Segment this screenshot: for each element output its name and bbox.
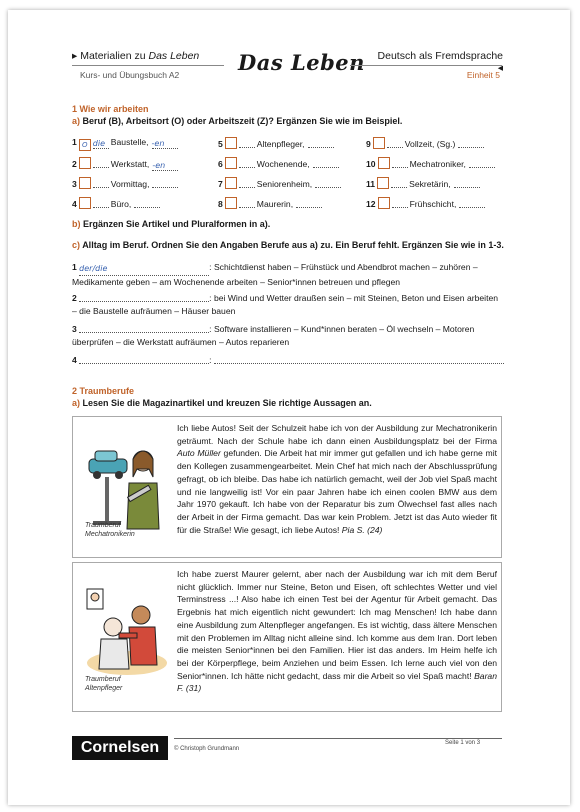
article-blank[interactable] bbox=[239, 207, 255, 208]
plural-blank[interactable] bbox=[296, 207, 322, 208]
item-number: 11 bbox=[366, 179, 376, 189]
footer-rule bbox=[174, 738, 502, 739]
article-2 bbox=[72, 562, 502, 712]
exercise-item bbox=[72, 197, 160, 209]
answer-checkbox[interactable] bbox=[378, 197, 390, 209]
article-blank[interactable] bbox=[93, 207, 109, 208]
task-c-2: 2 : bei Wind und Wetter draußen sein – mit Steinen, Beton und Eisen arbeiten – die Baustelle aufräumen – Häuser bauen bbox=[72, 293, 499, 316]
exercise-item bbox=[72, 137, 178, 151]
item-number: 10 bbox=[366, 159, 376, 169]
section-1-title: 1 Wie wir arbeiten bbox=[72, 104, 149, 114]
plural-blank[interactable] bbox=[459, 207, 485, 208]
item-word: Mechatroniker, bbox=[409, 159, 466, 169]
illustration-credit: © Christoph Grundmann bbox=[174, 746, 240, 752]
item-number: 12 bbox=[366, 199, 376, 209]
item-number: 5 bbox=[218, 139, 223, 149]
item-number: 1 bbox=[72, 137, 77, 147]
item-word: Werkstatt, bbox=[110, 159, 150, 169]
plural-blank[interactable] bbox=[315, 187, 341, 188]
exercise-item bbox=[218, 137, 334, 149]
item-word: Maurerin, bbox=[256, 199, 294, 209]
task-c-1: 1 der/die : Schichtdienst haben – Frühstück und Abendbrot machen – zuhören – Medikamente geben – am Wochenende arbeiten – Senior*innen betreuen und pflegen bbox=[72, 262, 478, 287]
instruction-1a: a) Beruf (B), Arbeitsort (O) oder Arbeitszeit (Z)? Ergänzen Sie wie im Beispiel. bbox=[72, 116, 403, 126]
brand-title: Das Leben bbox=[238, 50, 365, 75]
plural-blank[interactable]: -en bbox=[152, 139, 178, 149]
answer-checkbox[interactable] bbox=[225, 137, 237, 149]
plural-blank[interactable] bbox=[308, 147, 334, 148]
material-title: ▸ Materialien zu Das Leben bbox=[72, 50, 200, 62]
instruction-1b: b) Ergänzen Sie Artikel und Pluralformen in a). bbox=[72, 219, 271, 229]
instruction-2a: a) Lesen Sie die Magazinartikel und kreuzen Sie richtige Aussagen an. bbox=[72, 398, 372, 408]
item-word: Vollzeit, (Sg.) bbox=[404, 139, 456, 149]
unit-label: Einheit 5 bbox=[466, 70, 500, 80]
caregiver-illustration-icon bbox=[83, 585, 169, 677]
plural-blank[interactable] bbox=[454, 187, 480, 188]
item-word: Wochenende, bbox=[256, 159, 310, 169]
exercise-item bbox=[72, 177, 178, 189]
answer-line[interactable]: der/die bbox=[79, 262, 209, 276]
exercise-item bbox=[72, 157, 178, 171]
exercise-item bbox=[218, 177, 341, 189]
article-blank[interactable] bbox=[239, 167, 255, 168]
item-word: Seniorenheim, bbox=[256, 179, 313, 189]
article-blank[interactable] bbox=[239, 147, 255, 148]
exercise-item bbox=[218, 157, 339, 169]
item-word: Altenpfleger, bbox=[256, 139, 305, 149]
caption-2: Traumberuf Altenpfleger bbox=[85, 676, 123, 692]
article-1-text: Ich liebe Autos! Seit der Schulzeit habe ich von der Ausbildung zur Mechatronikerin geträumt. Nach der Schule habe ich dann einen Ausbildungsplatz bei der Firma Auto Müller gefunden. Die Arbeit hat mir immer gut gefallen und ich habe gerne mit den Kollegen zusammengearbeitet. Mein Chef hat mich nach der Abschlussprüfung gefragt, ob ich bleibe. Das habe ich natürlich gemacht, weil der Job viel Spaß macht und nie langweilig ist! Vor ein paar Jahren habe ich einen coolen BMW aus dem Jahr 1970 gekauft. Ich habe von der Reparatur bis zum Ölwechsel fast alles nach der Arbeit in der Firma gemacht. Das war kein Problem. Jetzt ist das Auto wieder fit für die Straße! Wie gesagt, ich liebe Autos! Pia S. (24) bbox=[177, 423, 498, 535]
answer-checkbox[interactable] bbox=[225, 157, 237, 169]
answer-line[interactable] bbox=[79, 301, 209, 302]
answer-checkbox[interactable] bbox=[377, 177, 389, 189]
plural-blank[interactable] bbox=[469, 167, 495, 168]
answer-checkbox[interactable] bbox=[79, 177, 91, 189]
answer-checkbox[interactable] bbox=[225, 177, 237, 189]
item-number: 6 bbox=[218, 159, 223, 169]
item-word: Vormittag, bbox=[110, 179, 150, 189]
answer-checkbox[interactable] bbox=[79, 139, 91, 151]
article-2-text: Ich habe zuerst Maurer gelernt, aber nach der Ausbildung war ich mit dem Beruf nicht glücklich. Immer nur Steine, Beton und Eisen, oft schlechtes Wetter und viel Terminstress ...! Also habe ich einen Test bei der Agentur für Arbeit gemacht. Das Ergebnis hat mich eigentlich nicht gewundert: Ich mag Menschen! Ich habe dann eine Ausbildung zum Altenpfleger angefangen. Es ist wichtig, dass ältere Menschen mit den Problemen im Alltag nicht alleine sind. Ich komme aus dem Iran. Dort leben die meisten Senior*innen bei den Familien. Hier ist das anders. Im Heim helfe ich bei der Körperpflege, beim Anziehen und beim Essen. Ich lerne auch viel von den Senior*innen. Ich hätte nicht gedacht, dass mir die Arbeit so viel Spaß macht! Baran F. (31) bbox=[177, 569, 497, 694]
section-2-title: 2 Traumberufe bbox=[72, 386, 135, 396]
exercise-item bbox=[366, 137, 484, 149]
task-c-3: 3 : Software installieren – Kund*innen beraten – Öl wechseln – Motoren überprüfen – die Werkstatt aufräumen – Autos reparieren bbox=[72, 324, 475, 347]
article-blank[interactable] bbox=[239, 187, 255, 188]
article-blank[interactable]: die bbox=[93, 139, 109, 149]
item-word: Baustelle, bbox=[110, 137, 149, 147]
article-blank[interactable] bbox=[93, 167, 109, 168]
checkbox-mark: O bbox=[82, 141, 88, 149]
answer-line[interactable] bbox=[214, 363, 504, 364]
answer-checkbox[interactable] bbox=[225, 197, 237, 209]
exercise-item bbox=[366, 177, 480, 189]
item-number: 3 bbox=[72, 179, 77, 189]
subject-title: Deutsch als Fremdsprache ◂ bbox=[377, 50, 503, 74]
task-c-4: 4 : bbox=[72, 354, 504, 367]
plural-blank[interactable] bbox=[152, 187, 178, 188]
answer-checkbox[interactable] bbox=[79, 157, 91, 169]
exercise-item bbox=[366, 197, 485, 209]
answer-line[interactable] bbox=[79, 332, 209, 333]
answer-checkbox[interactable] bbox=[378, 157, 390, 169]
book-subtitle: Kurs- und Übungsbuch A2 bbox=[80, 70, 180, 80]
article-1 bbox=[72, 416, 502, 558]
caption-1: Traumberuf Mechatronikerin bbox=[85, 522, 135, 538]
plural-blank[interactable] bbox=[134, 207, 160, 208]
answer-checkbox[interactable] bbox=[79, 197, 91, 209]
header-rule-right bbox=[350, 65, 502, 66]
item-number: 4 bbox=[72, 199, 77, 209]
exercise-item bbox=[366, 157, 495, 169]
article-blank[interactable] bbox=[392, 207, 408, 208]
item-number: 2 bbox=[72, 159, 77, 169]
article-blank[interactable] bbox=[93, 187, 109, 188]
item-word: Büro, bbox=[110, 199, 132, 209]
article-blank[interactable] bbox=[392, 167, 408, 168]
article-blank[interactable] bbox=[391, 187, 407, 188]
page-number: Seite 1 von 3 bbox=[445, 740, 481, 746]
item-word: Frühschicht, bbox=[409, 199, 457, 209]
item-number: 9 bbox=[366, 139, 371, 149]
answer-checkbox[interactable] bbox=[373, 137, 385, 149]
item-number: 7 bbox=[218, 179, 223, 189]
item-word: Sekretärin, bbox=[409, 179, 451, 189]
header-rule-left bbox=[72, 65, 224, 66]
plural-blank[interactable]: -en bbox=[152, 161, 178, 171]
article-blank[interactable] bbox=[387, 147, 403, 148]
instruction-1c: c) Alltag im Beruf. Ordnen Sie den Angaben Berufe aus a) zu. Ein Beruf fehlt. Ergänzen Sie wie in 1-3. bbox=[72, 240, 504, 250]
publisher-logo: Cornelsen bbox=[72, 736, 168, 760]
plural-blank[interactable] bbox=[458, 147, 484, 148]
exercise-item bbox=[218, 197, 322, 209]
answer-line[interactable] bbox=[79, 363, 209, 364]
item-number: 8 bbox=[218, 199, 223, 209]
plural-blank[interactable] bbox=[313, 167, 339, 168]
